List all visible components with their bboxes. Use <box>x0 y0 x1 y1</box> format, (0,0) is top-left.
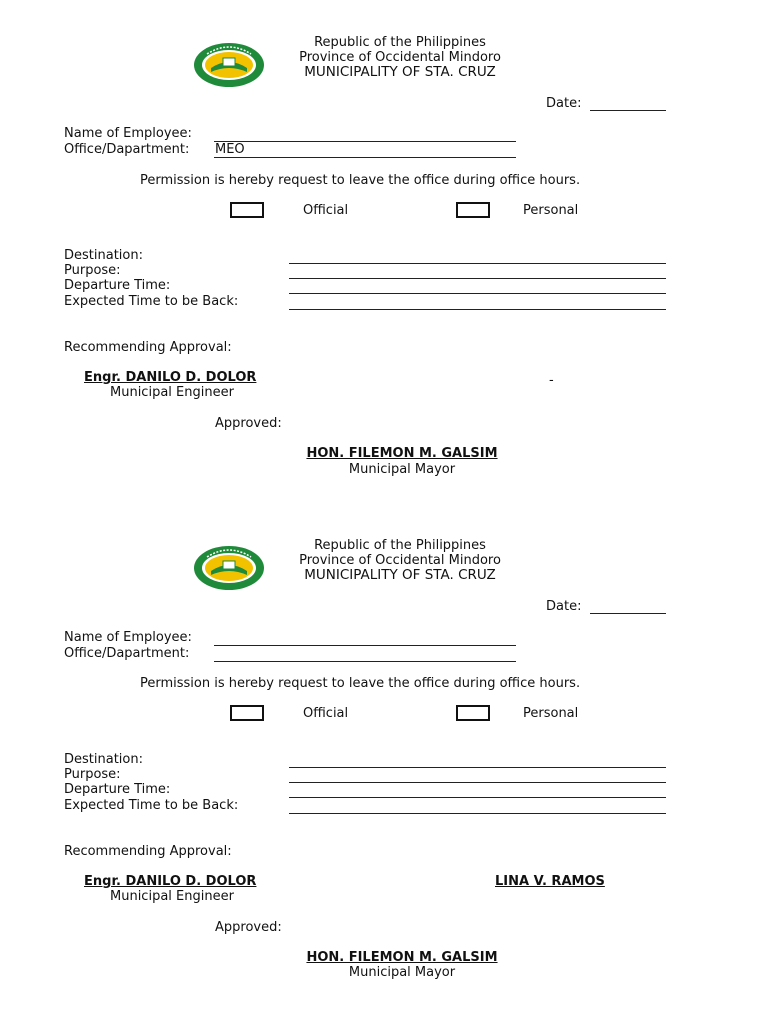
second-signatory-name: LINA V. RAMOS <box>495 874 605 889</box>
personal-checkbox[interactable] <box>456 202 490 218</box>
personal-label: Personal <box>523 203 579 218</box>
departure-time-label: Departure Time: <box>64 278 171 293</box>
engineer-title: Municipal Engineer <box>110 385 234 400</box>
approved-label: Approved: <box>215 920 282 935</box>
expected-time-back-label: Expected Time to be Back: <box>64 294 239 309</box>
name-of-employee-label: Name of Employee: <box>64 126 192 141</box>
destination-label: Destination: <box>64 752 143 767</box>
municipal-seal-icon <box>193 545 265 591</box>
office-department-label: Office/Dapartment: <box>64 142 190 157</box>
header-republic: Republic of the Philippines <box>314 35 486 50</box>
engineer-name: Engr. DANILO D. DOLOR <box>84 874 257 889</box>
recommending-approval-label: Recommending Approval: <box>64 340 232 355</box>
purpose-field[interactable] <box>289 782 666 783</box>
expected-time-back-label: Expected Time to be Back: <box>64 798 239 813</box>
office-department-field[interactable] <box>214 157 516 158</box>
permission-statement: Permission is hereby request to leave the office during office hours. <box>140 173 581 188</box>
header-municipality: MUNICIPALITY OF STA. CRUZ <box>304 64 496 80</box>
official-checkbox[interactable] <box>230 202 264 218</box>
name-of-employee-field[interactable] <box>214 645 516 646</box>
destination-label: Destination: <box>64 248 143 263</box>
office-department-label: Office/Dapartment: <box>64 646 190 661</box>
header-municipality: MUNICIPALITY OF STA. CRUZ <box>304 567 496 583</box>
departure-time-field[interactable] <box>289 293 666 294</box>
expected-time-back-field[interactable] <box>289 813 666 814</box>
approved-label: Approved: <box>215 416 282 431</box>
mayor-title: Municipal Mayor <box>348 965 456 980</box>
personal-label: Personal <box>523 706 579 721</box>
date-label: Date: <box>546 599 582 614</box>
departure-time-field[interactable] <box>289 797 666 798</box>
recommending-approval-label: Recommending Approval: <box>64 844 232 859</box>
official-label: Official <box>303 203 349 218</box>
pass-slip-form-2 <box>0 503 768 1003</box>
official-checkbox[interactable] <box>230 705 264 721</box>
permission-statement: Permission is hereby request to leave the office during office hours. <box>140 676 581 691</box>
departure-time-label: Departure Time: <box>64 782 171 797</box>
mayor-title: Municipal Mayor <box>348 462 456 477</box>
purpose-label: Purpose: <box>64 263 121 278</box>
date-field[interactable] <box>590 613 666 614</box>
office-department-field[interactable] <box>214 661 516 662</box>
second-signatory-name: - <box>549 373 554 388</box>
header-republic: Republic of the Philippines <box>314 538 486 553</box>
date-label: Date: <box>546 96 582 111</box>
mayor-name: HON. FILEMON M. GALSIM <box>306 950 498 965</box>
destination-field[interactable] <box>289 767 666 768</box>
expected-time-back-field[interactable] <box>289 309 666 310</box>
name-of-employee-field[interactable] <box>214 141 516 142</box>
name-of-employee-label: Name of Employee: <box>64 630 192 645</box>
destination-field[interactable] <box>289 263 666 264</box>
pass-slip-form-1 <box>0 0 768 500</box>
purpose-label: Purpose: <box>64 767 121 782</box>
header-province: Province of Occidental Mindoro <box>299 50 501 65</box>
office-department-value: MEO <box>215 142 245 157</box>
mayor-name: HON. FILEMON M. GALSIM <box>306 446 498 461</box>
municipal-seal-icon <box>193 42 265 88</box>
engineer-name: Engr. DANILO D. DOLOR <box>84 370 257 385</box>
personal-checkbox[interactable] <box>456 705 490 721</box>
engineer-title: Municipal Engineer <box>110 889 234 904</box>
purpose-field[interactable] <box>289 278 666 279</box>
header-province: Province of Occidental Mindoro <box>299 553 501 568</box>
date-field[interactable] <box>590 110 666 111</box>
official-label: Official <box>303 706 349 721</box>
